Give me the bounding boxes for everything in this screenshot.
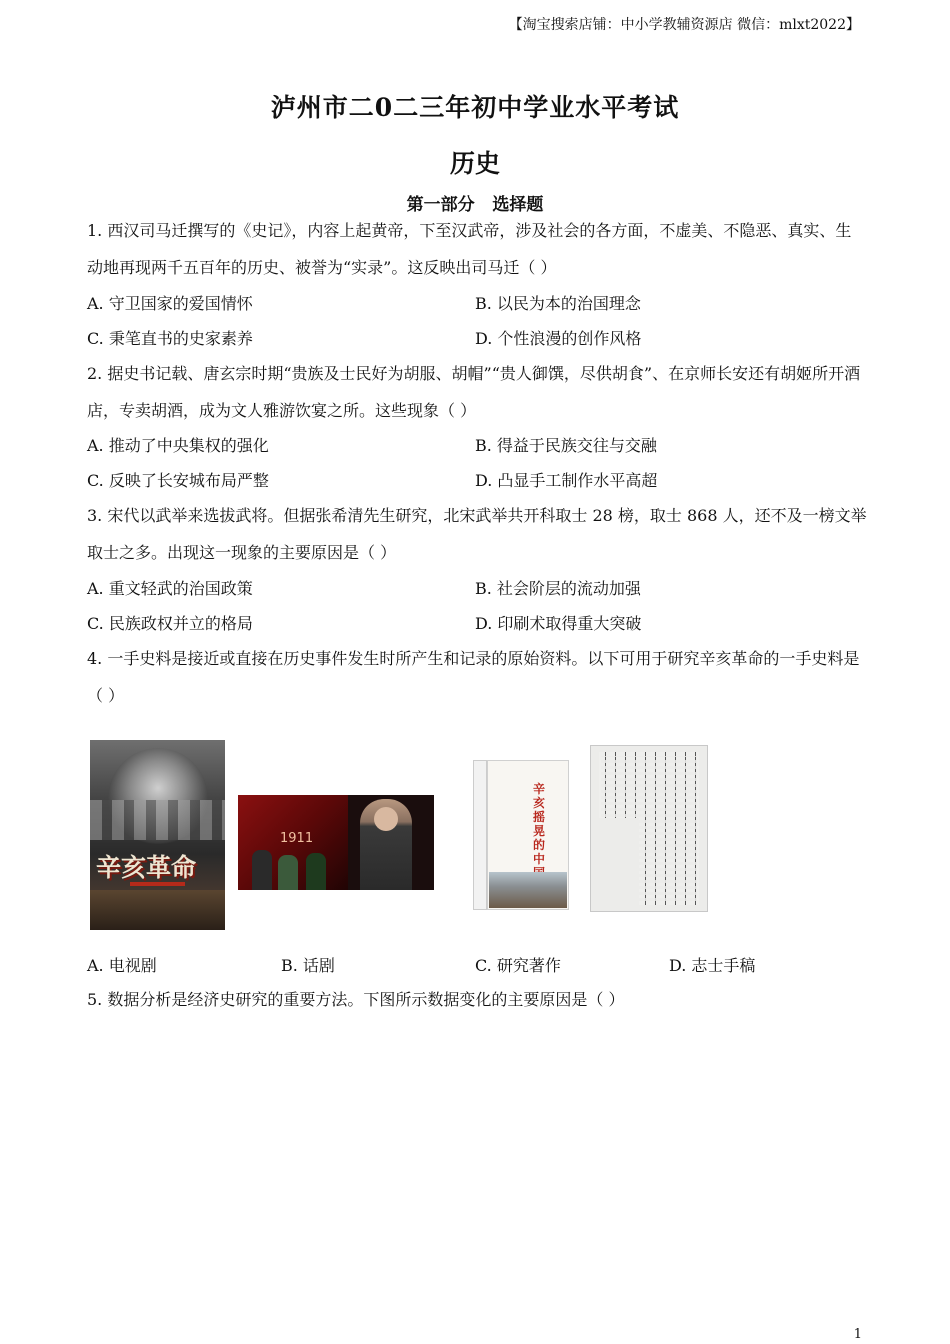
question-3-stem: 3. 宋代以武举来选拔武将。但据张希清先生研究，北宋武举共开科取士 28 榜，取士 868 人，还不及一榜文举取士之多。出现这一现象的主要原因是（ ）: [87, 506, 867, 562]
exam-title: 泸州市二0二三年初中学业水平考试: [270, 93, 680, 122]
q4-option-a: A. 电视剧: [87, 956, 157, 975]
book-title-text: 辛亥 摇晃的中: [533, 782, 546, 866]
q3-option-c: C. 民族政权并立的格局: [87, 614, 253, 633]
page-number: 1: [853, 1327, 862, 1342]
q2-option-b: B. 得益于民族交往与交融: [475, 436, 657, 455]
q1-option-b: B. 以民为本的治国理念: [475, 294, 641, 313]
q2-option-a: A. 推动了中央集权的强化: [87, 436, 269, 455]
q4-option-d: D. 志士手稿: [669, 956, 756, 975]
q4-option-b: B. 话剧: [281, 956, 335, 975]
section-heading: 第一部分 选择题: [406, 195, 544, 215]
q1-option-a: A. 守卫国家的爱国情怀: [87, 294, 253, 313]
research-book-image: [473, 760, 569, 910]
stage-drama-image: [238, 795, 434, 890]
q3-option-d: D. 印刷术取得重大突破: [475, 614, 642, 633]
q2-option-d: D. 凸显手工制作水平高超: [475, 471, 658, 490]
subject-title: 历史: [449, 149, 500, 178]
tv-drama-poster-image: [90, 740, 225, 930]
question-2-stem: 2. 据史书记载、唐玄宗时期“贵族及士民好为胡服、胡帽”“贵人御馔，尽供胡食”、在京师长安还有胡姬所开酒店，专卖胡酒，成为文人雅游饮宴之所。这些现象（ ）: [87, 364, 861, 420]
q4-option-c: C. 研究著作: [475, 956, 561, 975]
question-1-stem: 1. 西汉司马迁撰写的《史记》，内容上起黄帝，下至汉武帝，涉及社会的各方面，不虚美、不隐恶、真实、生动地再现两千五百年的历史、被誉为“实录”。这反映出司马迁（ ）: [87, 221, 852, 277]
question-5-stem: 5. 数据分析是经济史研究的重要方法。下图所示数据变化的主要原因是（ ）: [87, 990, 625, 1009]
q2-option-c: C. 反映了长安城布局严整: [87, 471, 269, 490]
manuscript-image: [590, 745, 708, 912]
q1-option-c: C. 秉笔直书的史家素养: [87, 329, 253, 348]
poster-title-text: 辛亥革命: [96, 853, 197, 882]
header-note: 【淘宝搜索店铺：中小学教辅资源店 微信：mlxt2022】: [508, 17, 860, 33]
q1-option-d: D. 个性浪漫的创作风格: [475, 329, 642, 348]
drama-title-text: 1911: [280, 831, 314, 846]
question-4-stem: 4. 一手史料是接近或直接在历史事件发生时所产生和记录的原始资料。以下可用于研究辛亥革命的一手史料是（ ）: [87, 649, 860, 705]
q3-option-a: A. 重文轻武的治国政策: [87, 579, 253, 598]
q3-option-b: B. 社会阶层的流动加强: [475, 579, 641, 598]
